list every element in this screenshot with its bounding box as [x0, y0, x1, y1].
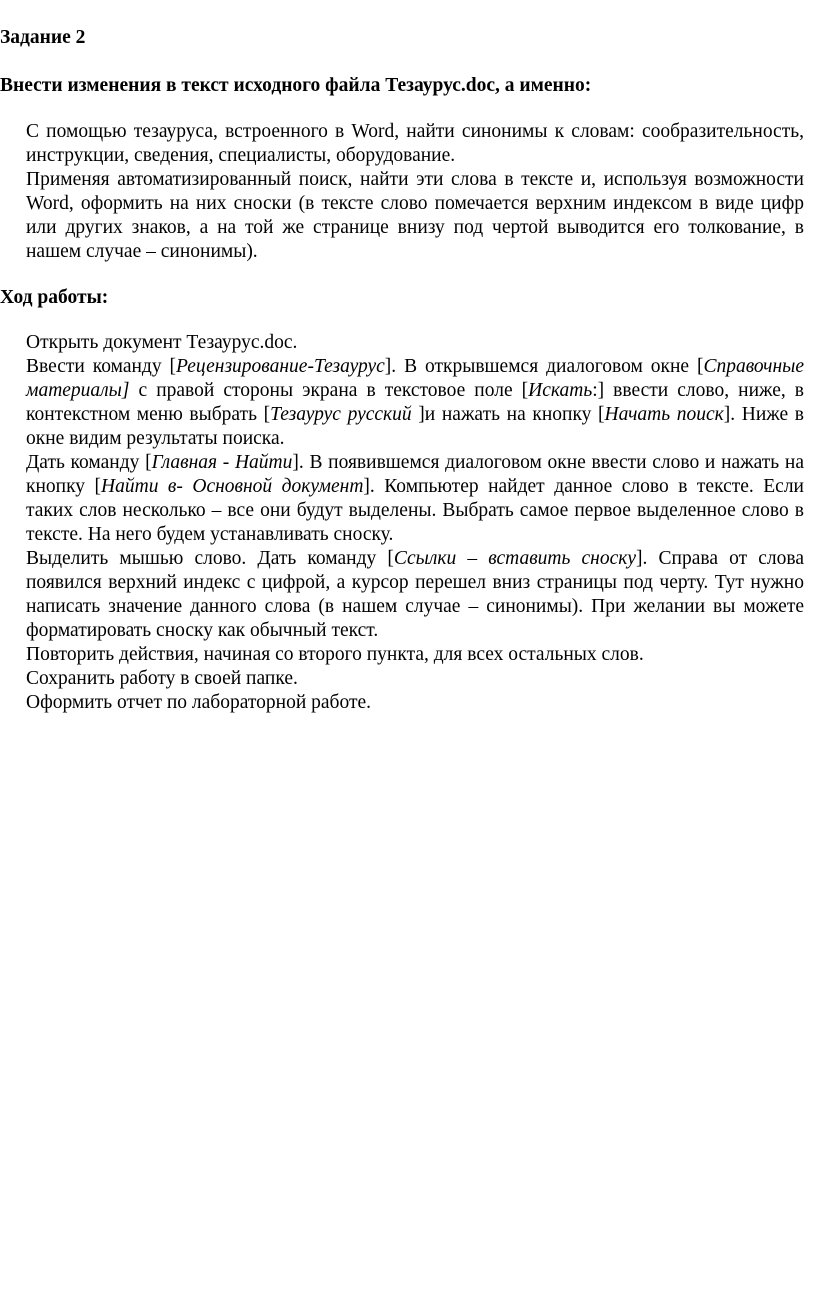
step-text: ]. Справа от слова появился верхний индекс с цифрой, а курсор перешел вниз страницы под черту. Тут нужно написать значение данного слова (в нашем случае – синонимы). При желании вы можете форматировать сноску как обычный текст.	[26, 548, 804, 641]
step-text: ]. Ниже в окне видим результаты поиска.	[26, 404, 805, 449]
menu-command: Ссылки – вставить сноску	[393, 548, 637, 569]
step-text: ]. Компьютер найдет данное слово в тексте. Если таких слов несколько – все они будут выделены. Выбрать самое первое выделенное слово в тексте. На него будем устанавливать сноску.	[26, 476, 804, 545]
list-item	[0, 355, 804, 451]
list-item-text: Открыть документ Тезаурус.doc.	[26, 332, 298, 353]
step-text: ]и нажать на кнопку [	[411, 404, 605, 425]
list-item-text: С помощью тезауруса, встроенного в Word, найти синонимы к словам: сообразительность, инструкции, сведения, специалисты, оборудование.	[26, 121, 804, 166]
step-text: Выделить мышью слово. Дать команду [	[26, 548, 394, 569]
menu-command: Главная - Найти	[151, 452, 293, 473]
list-item-text: Применяя автоматизированный поиск, найти эти слова в тексте и, используя возможности Word, оформить на них сноски (в тексте слово помечается верхним индексом в виде цифр или других знаков, а на той же странице внизу под чертой выводится его толкование, в нашем случае – синонимы).	[26, 169, 804, 262]
list-item	[0, 667, 804, 691]
list-item	[0, 168, 804, 264]
list-item	[0, 643, 804, 667]
list-item	[0, 120, 804, 168]
menu-command: Начать поиск	[604, 404, 724, 425]
menu-command: Найти в- Основной документ	[101, 476, 364, 497]
step-text: ]. В появившемся диалоговом окне ввести слово и нажать на кнопку [	[26, 452, 804, 497]
step-text: :] ввести слово, ниже, в контекстном меню выбрать [	[26, 380, 804, 425]
list-item-text: Оформить отчет по лабораторной работе.	[26, 692, 372, 713]
menu-command: Тезаурус русский	[270, 404, 412, 425]
list-item-text: Сохранить работу в своей папке.	[26, 668, 298, 689]
list-item	[0, 691, 804, 715]
section-heading: Ход работы:	[0, 287, 109, 308]
menu-command: Справочные материалы]	[26, 356, 804, 401]
task-description: Внести изменения в текст исходного файла Тезаурус.doc, а именно:	[0, 75, 592, 96]
task-list	[0, 120, 804, 264]
list-item-text: Повторить действия, начиная со второго пункта, для всех остальных слов.	[26, 644, 644, 665]
work-steps-list	[0, 331, 804, 715]
step-text: Ввести команду [	[26, 356, 177, 377]
step-text: с правой стороны экрана в текстовое поле [	[129, 380, 529, 401]
list-item	[0, 331, 804, 355]
list-item	[0, 451, 804, 547]
page-title: Задание 2	[0, 27, 86, 48]
menu-command: Искать	[528, 380, 593, 401]
list-item	[0, 547, 804, 643]
menu-command: Рецензирование-Тезаурус	[176, 356, 385, 377]
step-text: ]. В открывшемся диалоговом окне [	[384, 356, 704, 377]
step-text: Дать команду [	[26, 452, 152, 473]
